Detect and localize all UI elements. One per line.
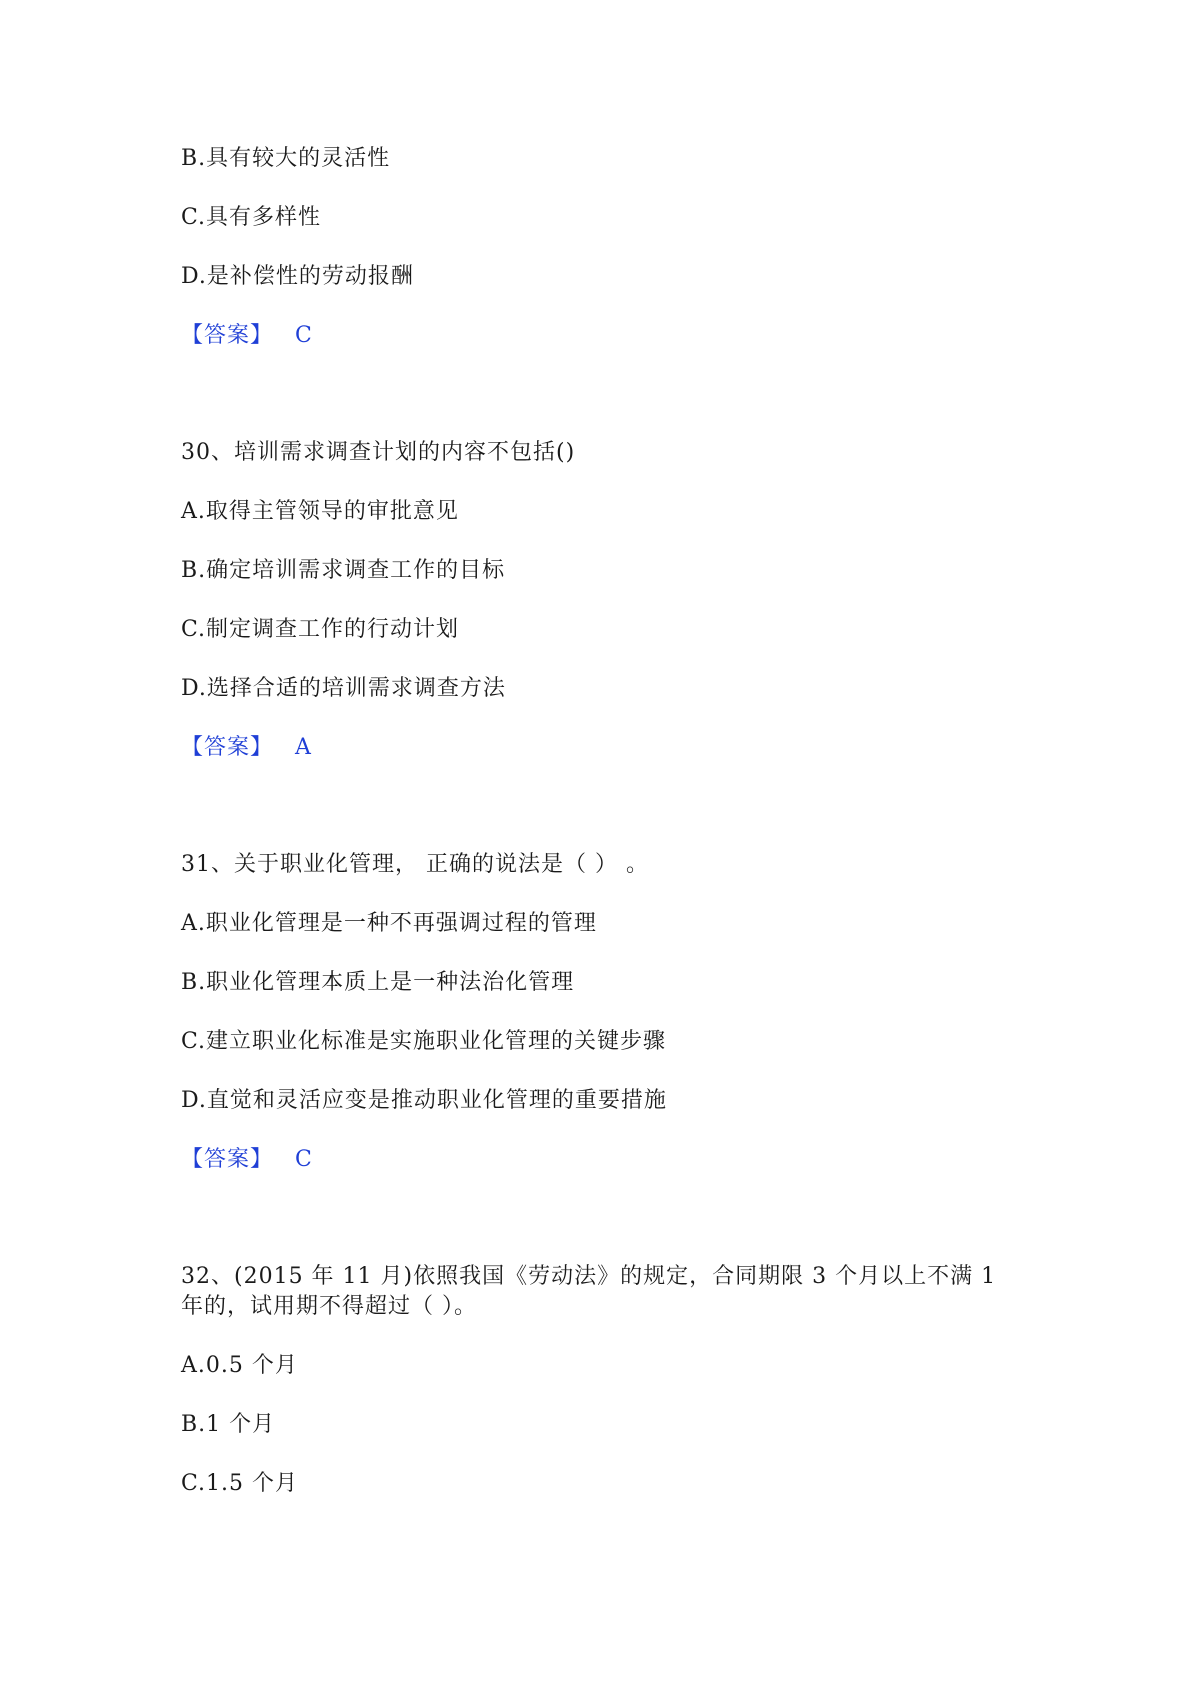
option-a: A.0.5 个月 xyxy=(181,1353,298,1378)
answer-line xyxy=(181,321,313,351)
option-c: C.1.5 个月 xyxy=(181,1471,299,1496)
option-a: A.职业化管理是一种不再强调过程的管理 xyxy=(181,911,597,936)
answer-label: 【答案】 xyxy=(181,735,274,760)
answer-value: A xyxy=(295,735,312,760)
option-c: C.具有多样性 xyxy=(181,205,322,230)
option-a: A.取得主管领导的审批意见 xyxy=(181,499,459,524)
option-b: B.具有较大的灵活性 xyxy=(181,146,391,171)
option-b: B.确定培训需求调查工作的目标 xyxy=(181,558,506,583)
option-d: D.是补偿性的劳动报酬 xyxy=(181,264,414,289)
answer-label: 【答案】 xyxy=(181,323,274,348)
option-c: C.建立职业化标准是实施职业化管理的关键步骤 xyxy=(181,1029,667,1054)
answer-value: C xyxy=(295,1147,313,1172)
answer-label: 【答案】 xyxy=(181,1147,274,1172)
option-b: B.1 个月 xyxy=(181,1412,276,1437)
question-stem-line-2: 年的，试用期不得超过（ ）。 xyxy=(181,1294,477,1319)
answer-line xyxy=(181,1145,313,1175)
question-stem: 31、关于职业化管理， 正确的说法是（ ） 。 xyxy=(181,852,649,877)
answer-value: C xyxy=(295,323,313,348)
option-c: C.制定调查工作的行动计划 xyxy=(181,617,460,642)
question-stem-line-1: 32、(2015 年 11 月)依照我国《劳动法》的规定，合同期限 3 个月以上不满 1 xyxy=(181,1264,997,1289)
option-d: D.选择合适的培训需求调查方法 xyxy=(181,676,506,701)
question-stem: 30、培训需求调查计划的内容不包括() xyxy=(181,440,576,465)
option-d: D.直觉和灵活应变是推动职业化管理的重要措施 xyxy=(181,1088,667,1113)
answer-line xyxy=(181,733,312,763)
option-b: B.职业化管理本质上是一种法治化管理 xyxy=(181,970,575,995)
